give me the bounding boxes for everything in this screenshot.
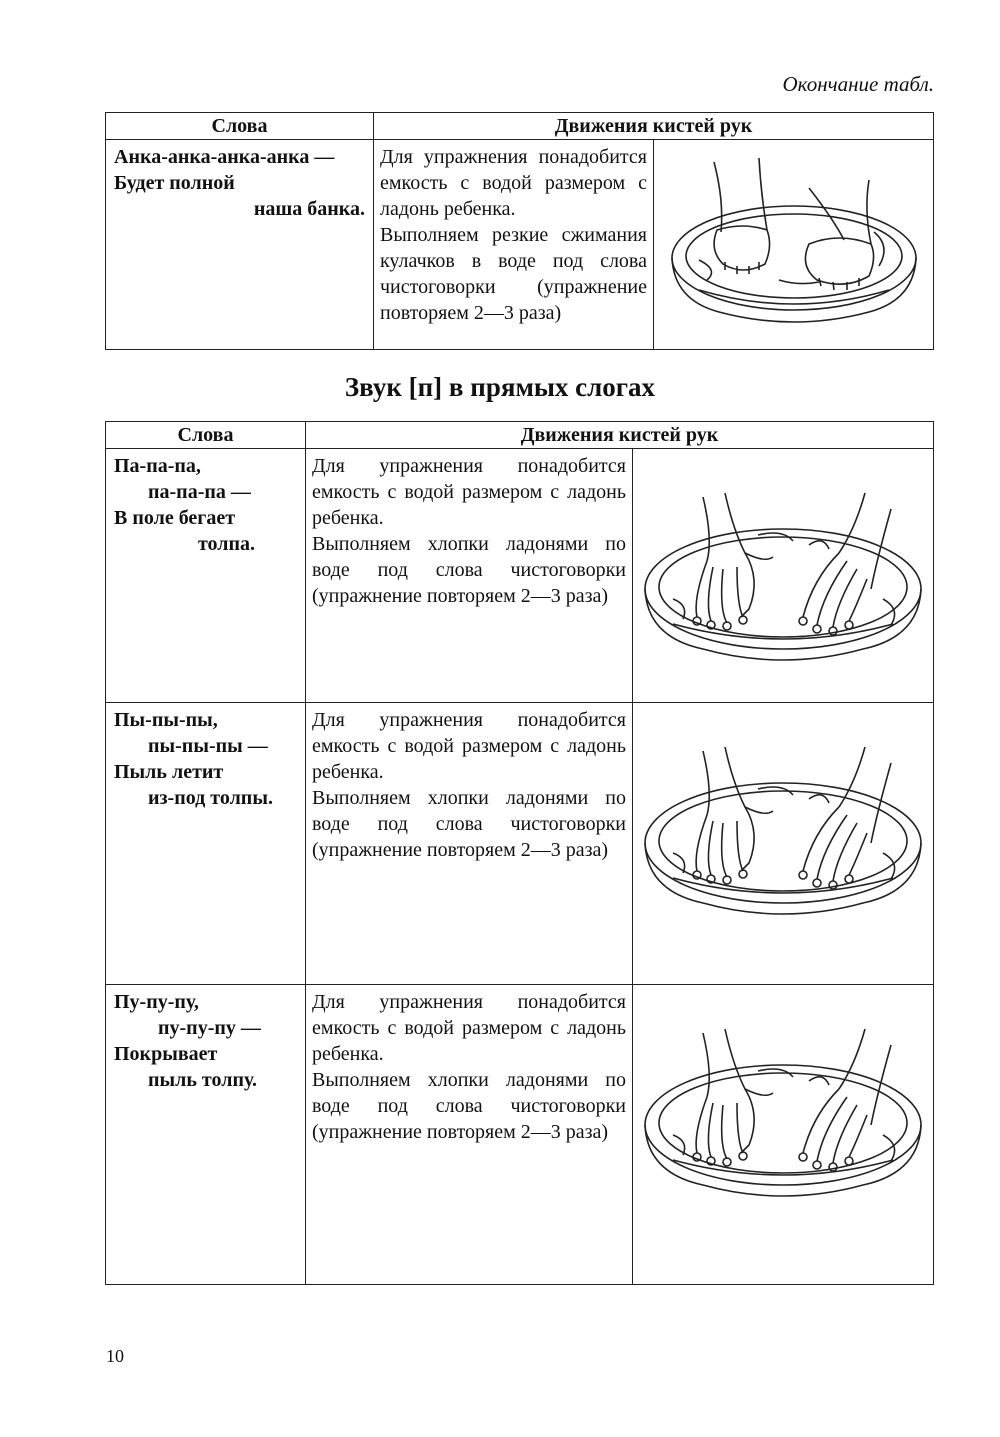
words-line: пу-пу-пу —	[158, 1017, 261, 1039]
words-line: Пыль летит	[114, 761, 224, 783]
words-cell	[106, 985, 306, 1285]
words-line: Па-па-па,	[114, 455, 201, 477]
words-line: наша банка.	[253, 198, 365, 220]
words-line: пы-пы-пы —	[148, 735, 268, 757]
header-words: Слова	[106, 113, 374, 140]
words-line: Пу-пу-пу,	[114, 991, 199, 1013]
description-paragraph: Для упражнения понадобится емкость с водой размером с ладонь ребенка.	[312, 991, 626, 1065]
table-row	[106, 449, 934, 703]
table-row	[106, 985, 934, 1285]
words-line: па-па-па —	[148, 481, 251, 503]
illustration-cell	[654, 140, 934, 350]
words-line: толпа.	[198, 533, 256, 555]
palms-in-bowl-illustration	[633, 703, 933, 953]
words-line: Анка-анка-анка-анка —	[114, 146, 335, 168]
description-cell	[306, 449, 633, 703]
words-line: Покрывает	[114, 1043, 218, 1065]
description-cell	[306, 703, 633, 985]
page-number: 10	[106, 1346, 124, 1366]
section-title: Звук [п] в прямых слогах	[344, 372, 656, 402]
header-moves: Движения кистей рук	[374, 113, 934, 140]
description-paragraph: Выполняем хлопки ладонями по воде под слова чистоговорки (упражнение повторяем 2—3 раза)	[312, 533, 626, 607]
description-paragraph: Для упражнения понадобится емкость с водой размером с ладонь ребенка.	[380, 146, 647, 220]
table-row	[106, 703, 934, 985]
description-paragraph: Выполняем резкие сжимания кулачков в воде под слова чистоговорки (упражнение повторяем 2—3 раза)	[380, 224, 647, 324]
words-line: Пы-пы-пы,	[114, 709, 218, 731]
table-row	[106, 140, 934, 350]
description-paragraph: Выполняем хлопки ладонями по воде под слова чистоговорки (упражнение повторяем 2—3 раза)	[312, 787, 626, 861]
palms-in-bowl-illustration	[633, 985, 933, 1235]
continuation-note: Окончание табл.	[782, 72, 934, 96]
words-cell	[106, 703, 306, 985]
words-line: из-под толпы.	[148, 787, 273, 809]
exercise-table-1	[105, 112, 934, 350]
words-cell	[106, 449, 306, 703]
words-cell	[106, 140, 374, 350]
words-line: Будет полной	[114, 172, 235, 194]
palms-in-bowl-illustration	[633, 449, 933, 699]
description-paragraph: Выполняем хлопки ладонями по воде под слова чистоговорки (упражнение повторяем 2—3 раза)	[312, 1069, 626, 1143]
description-paragraph: Для упражнения понадобится емкость с водой размером с ладонь ребенка.	[312, 709, 626, 783]
description-cell	[374, 140, 654, 350]
description-cell	[306, 985, 633, 1285]
fists-in-bowl-illustration	[659, 140, 929, 345]
illustration-cell	[633, 985, 934, 1285]
header-words: Слова	[106, 422, 306, 449]
exercise-table-2	[105, 421, 934, 1285]
illustration-cell	[633, 449, 934, 703]
words-line: В поле бегает	[114, 507, 236, 529]
description-paragraph: Для упражнения понадобится емкость с водой размером с ладонь ребенка.	[312, 455, 626, 529]
header-moves: Движения кистей рук	[306, 422, 934, 449]
illustration-cell	[633, 703, 934, 985]
words-line: пыль толпу.	[148, 1069, 257, 1091]
